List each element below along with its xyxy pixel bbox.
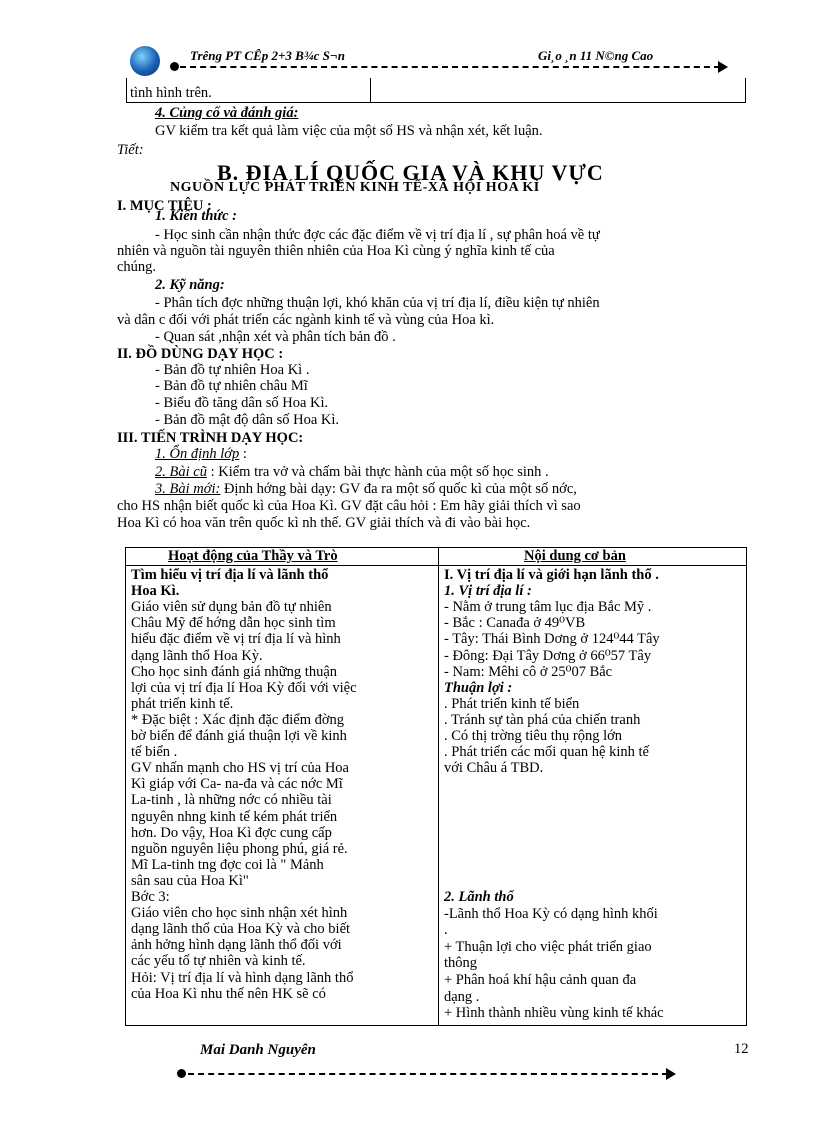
table-cell-line: Hỏi: Vị trí địa lí và hình dạng lãnh thổ (131, 969, 354, 986)
prev-table-divider (370, 78, 371, 103)
step3-rest: Định hớng bài dạy: GV đa ra một số quốc kì của một số nớc, (220, 481, 577, 497)
table-cell-line: Mĩ La-tinh tng đợc coi là " Mảnh (131, 856, 324, 873)
step2-label: 2. Bài cũ (155, 464, 207, 480)
table-cell-line: nguyên nhng kinh tế kém phát triển (131, 808, 338, 825)
tools-item: - Bản đồ tự nhiên châu Mĩ (155, 378, 308, 394)
tools-item: - Bản đồ tự nhiên Hoa Kì . (155, 362, 310, 378)
table-cell-line: . Có thị trờng tiêu thụ rộng lớn (444, 728, 623, 744)
header-arrow-icon (718, 61, 728, 73)
table-cell-line: các yếu tố tự nhiên và kinh tế. (131, 953, 306, 970)
table-cell-line: dạng lãnh thổ Hoa Kỳ. (131, 647, 263, 664)
section4-title: 4. Củng cố và đánh giá: (155, 105, 299, 121)
step1-label: 1. Ổn định lớp (155, 446, 240, 462)
table-cell-line: - Nam: Mêhi cô ở 25⁰07 Bắc (444, 663, 613, 680)
footer-author: Mai Danh Nguyên (200, 1042, 316, 1058)
table-cell-line: + Thuận lợi cho việc phát triển giao (444, 938, 652, 955)
table-cell-line: Cho học sinh đánh giá những thuận (131, 663, 338, 680)
table-cell-line: bờ biển để đánh giá thuận lợi về kinh (131, 728, 347, 744)
process-line: Hoa Kì có hoa văn trên quốc kì nh thế. GV giải thích và đi vào bài học. (117, 515, 531, 531)
table-cell-line: Hoa Kì. (131, 583, 180, 600)
process-step-1 (155, 447, 247, 462)
table-cell-line: hiểu đặc điểm về vị trí địa lí và hình (131, 631, 341, 648)
table-cell-line: Thuận lợi : (444, 679, 513, 696)
table-cell-line: nguồn nguyên liệu phong phú, giá rẻ. (131, 840, 348, 857)
table-cell-line: 2. Lãnh thổ (444, 889, 514, 905)
table-cell-line: của Hoa Kì nhu thế nên HK sẽ có (131, 985, 326, 1002)
process-step-2 (155, 465, 549, 480)
prev-table (126, 78, 746, 103)
table-header-rule (125, 565, 746, 566)
table-cell-line: . Phát triển các mối quan hệ kinh tế (444, 744, 649, 761)
table-cell-line: GV nhấn mạnh cho HS vị trí của Hoa (131, 760, 349, 777)
skills-line: - Phân tích đợc những thuận lợi, khó khăn của vị trí địa lí, điều kiện tự nhiên (155, 295, 600, 311)
table-cell-line: + Phân hoá khí hậu cảnh quan đa (444, 972, 637, 988)
table-cell-line: . Phát triển kinh tế biển (444, 695, 580, 712)
table-cell-line: - Đông: Đại Tây Dơng ở 66⁰57 Tây (444, 647, 652, 664)
table-cell-line: - Bắc : Canađa ở 49⁰VB (444, 615, 586, 632)
page-number: 12 (734, 1041, 749, 1057)
step3-label: 3. Bài mới: (155, 481, 221, 497)
knowledge-line: nhiên và nguồn tài nguyên thiên nhiên của Hoa Kì cùng ý nghĩa kinh tế của (117, 243, 555, 259)
step1-rest: : (239, 446, 247, 462)
knowledge-line: - Học sinh cần nhận thức đợc các đặc điểm về vị trí địa lí , sự phân hoá về tự (155, 227, 600, 243)
table-cell-line: + Hình thành nhiều vùng kinh tế khác (444, 1005, 664, 1022)
table-cell-line: tế biển . (131, 744, 178, 761)
table-cell-line: - Nằm ở trung tâm lục địa Bắc Mỹ . (444, 599, 652, 616)
table-cell-line: phát triển kinh tế. (131, 695, 234, 712)
skills-line: và dân c đối với phát triển các ngành kinh tế và vùng của Hoa kì. (117, 312, 495, 328)
table-cell-line: hơn. Do vậy, Hoa Kì đợc cung cấp (131, 824, 332, 841)
table-cell-line: Giáo viên cho học sinh nhận xét hình (131, 905, 348, 922)
globe-icon (130, 46, 160, 76)
section4-text: GV kiểm tra kết quả làm việc của một số HS và nhận xét, kết luận. (155, 123, 543, 139)
process-step-3 (155, 482, 577, 497)
footer-arrow-icon (666, 1068, 676, 1080)
main-title: B. ĐỊA LÍ QUỐC GIA VÀ KHU VỰC (217, 160, 604, 185)
table-cell-line: với Châu á TBD. (444, 760, 544, 777)
footer-dashed-rule (188, 1073, 668, 1075)
skills-title: 2. Kỹ năng: (155, 277, 225, 293)
footer-bullet-icon (177, 1069, 186, 1078)
table-cell-line: . Tránh sự tàn phá của chiến tranh (444, 711, 641, 728)
table-cell-line: Tìm hiểu vị trí địa lí và lãnh thổ (131, 567, 329, 583)
objectives-heading: I. MỤC TIÊU : (117, 198, 212, 214)
table-cell-line: I. Vị trí địa lí và giới hạn lãnh thổ . (444, 567, 659, 583)
header-bullet-icon (170, 62, 179, 71)
header-course: Gi¸o ¸n 11 N©ng Cao (538, 48, 654, 63)
header-dashed-rule (180, 66, 720, 68)
tiet-label: Tiết: (117, 142, 144, 158)
process-heading: III. TIẾN TRÌNH DẠY HỌC: (117, 430, 304, 446)
skills-line: - Quan sát ,nhận xét và phân tích bản đồ . (155, 329, 396, 345)
table-cell-line: Châu Mỹ để hớng dẫn học sinh tìm (131, 615, 336, 632)
table-cell-line: Giáo viên sử dụng bản đồ tự nhiên (131, 599, 332, 616)
col2-header: Nội dung cơ bản (524, 548, 626, 564)
table-cell-line: - Tây: Thái Bình Dơng ở 124⁰44 Tây (444, 631, 660, 648)
col1-header: Hoạt động của Thầy và Trò (168, 548, 338, 564)
table-cell-line: La-tinh , là những nớc có nhiều tài (131, 792, 332, 809)
process-line: cho HS nhận biết quốc kì của Hoa Kì. GV đặt câu hỏi : Em hãy giải thích vì sao (117, 498, 581, 514)
tools-heading: II. ĐỒ DÙNG DẠY HỌC : (117, 346, 284, 362)
header-school: Trêng PT CÊp 2+3 B¾c S¬n (190, 48, 345, 63)
table-cell-line: * Đặc biệt : Xác định đặc điểm đờng (131, 711, 345, 728)
tools-item: - Bản đồ mật độ dân số Hoa Kì. (155, 412, 340, 428)
table-cell-line: Kì giáp với Ca- na-đa và các nớc Mĩ (131, 776, 343, 793)
table-cell-line: 1. Vị trí địa lí : (444, 583, 532, 600)
table-cell-line: ảnh hởng hình dạng lãnh thổ đối với (131, 937, 342, 954)
table-cell-line: dạng lãnh thổ của Hoa Kỳ và cho biết (131, 921, 351, 938)
table-col-divider (438, 547, 439, 1025)
table-cell-line: . (444, 922, 448, 939)
table-cell-line: lợi của vị trí địa lí Hoa Kỳ đối với việc (131, 679, 357, 696)
step2-rest: : Kiểm tra vở và chấm bài thực hành của một số học sinh . (206, 464, 549, 480)
tools-item: - Biểu đồ tăng dân số Hoa Kì. (155, 395, 329, 411)
knowledge-title: 1. Kiến thức : (155, 208, 237, 224)
table-cell-line: -Lãnh thổ Hoa Kỳ có dạng hình khối (444, 905, 658, 922)
table-cell-line: thông (444, 955, 478, 972)
prev-table-cell: tình hình trên. (130, 85, 212, 101)
knowledge-line: chúng. (117, 259, 157, 275)
table-cell-line: Bớc 3: (131, 889, 170, 905)
subtitle: NGUỒN LỰC PHÁT TRIỂN KINH TẾ-XÃ HỘI HOA KÌ (170, 180, 540, 195)
table-cell-line: dạng . (444, 988, 480, 1005)
table-cell-line: sân sau của Hoa Kì" (131, 872, 249, 889)
